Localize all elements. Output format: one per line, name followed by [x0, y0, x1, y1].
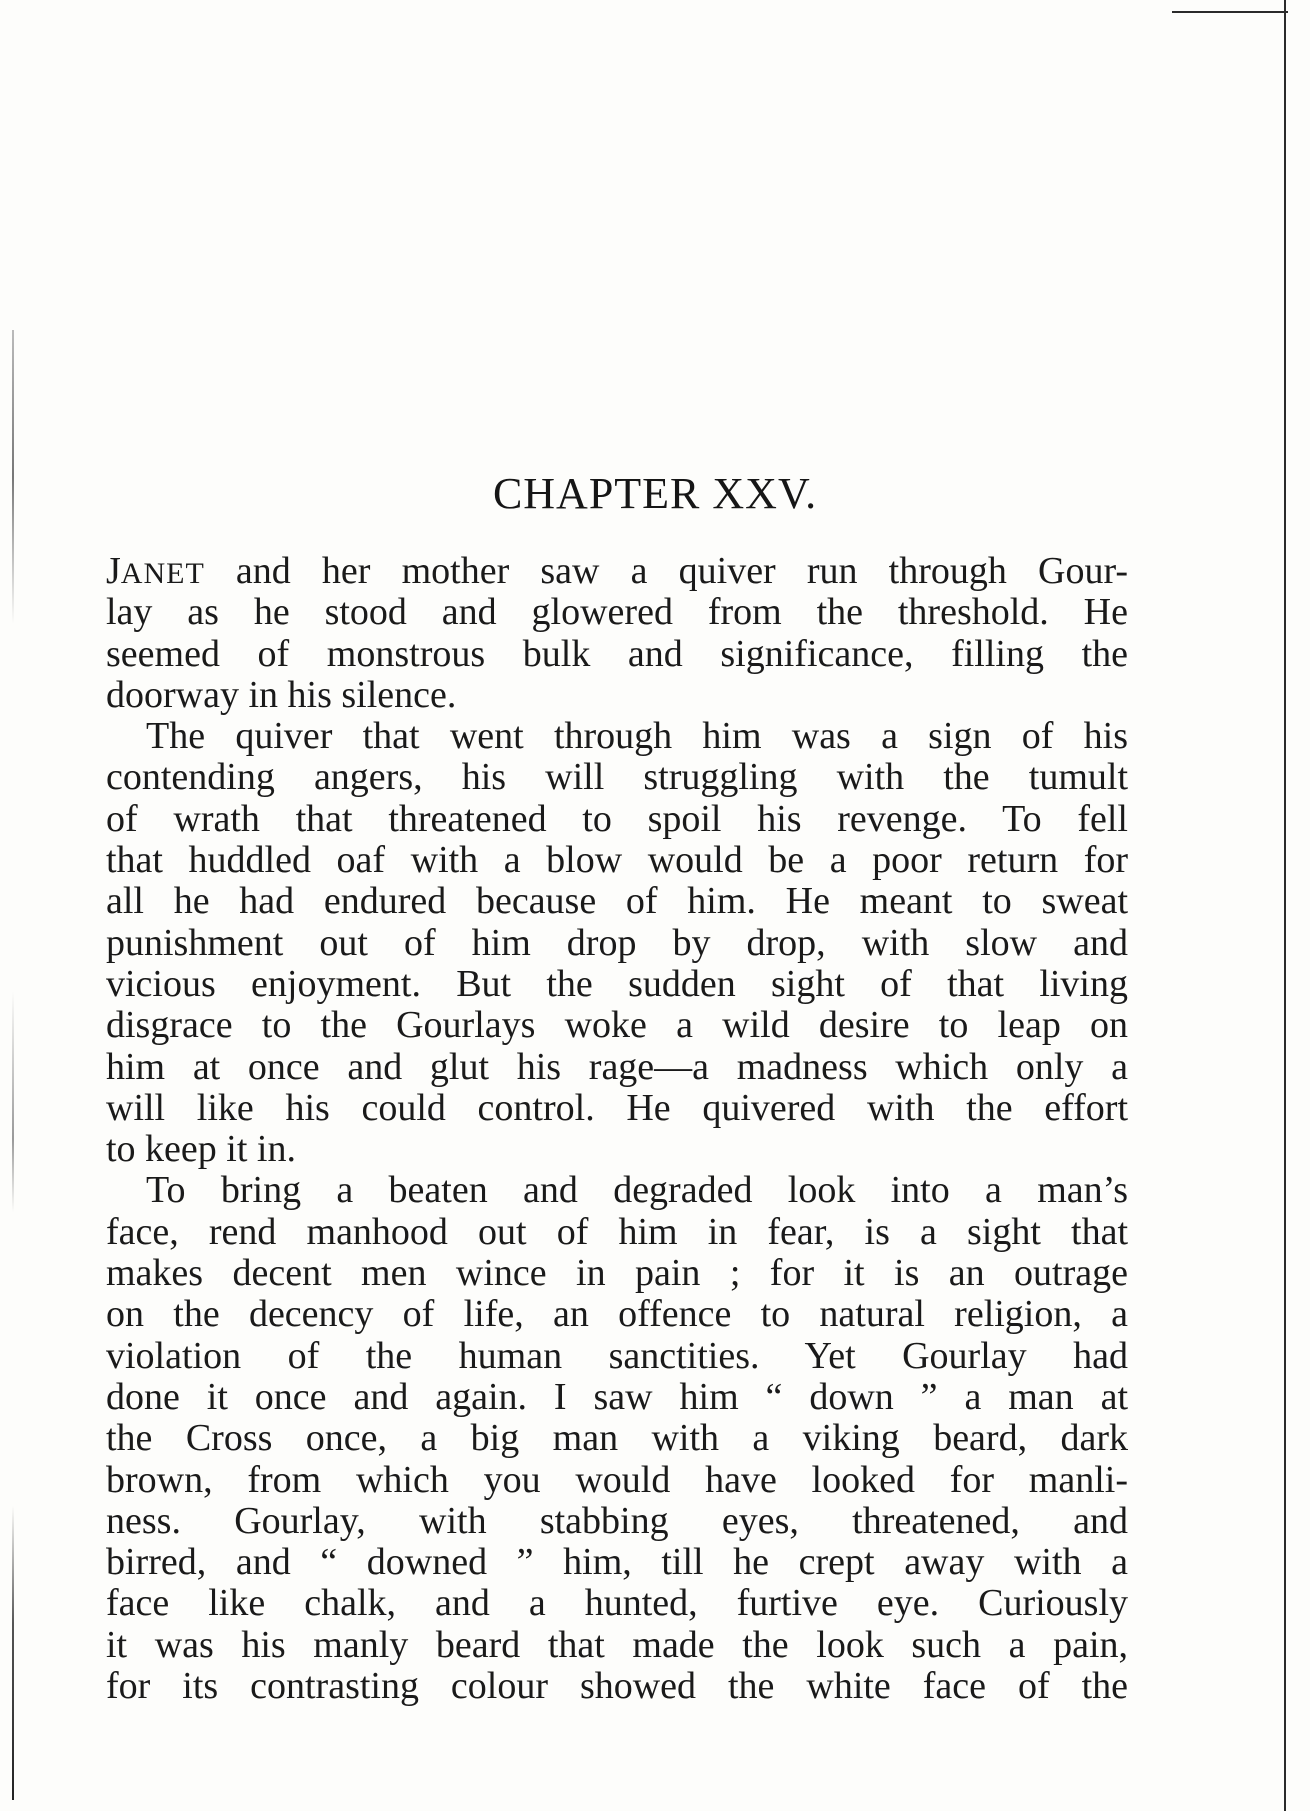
- text-line: violation of the human sanctities. Yet Gourlay had: [106, 1334, 1128, 1377]
- text-line: The quiver that went through him was a sign of his: [146, 715, 1128, 758]
- text-line: will like his could control. He quivered with the effort: [106, 1086, 1128, 1129]
- chapter-body-text: [106, 551, 1128, 1707]
- text-line: ness. Gourlay, with stabbing eyes, threatened, and: [106, 1499, 1128, 1542]
- text-line: disgrace to the Gourlays woke a wild desire to leap on: [106, 1004, 1128, 1047]
- text-line: that huddled oaf with a blow would be a poor return for: [106, 839, 1128, 882]
- text-line: lay as he stood and glowered from the threshold. He: [106, 591, 1128, 634]
- text-line: contending angers, his will struggling with the tumult: [106, 756, 1128, 799]
- drop-initial: J: [106, 550, 121, 592]
- small-caps-word: ANET: [120, 557, 205, 590]
- text-line: face like chalk, and a hunted, furtive eye. Curiously: [106, 1582, 1128, 1625]
- text-line: doorway in his silence.: [106, 673, 457, 716]
- text-line: to keep it in.: [106, 1128, 296, 1171]
- page-edge-left-shadow: [12, 330, 14, 1800]
- text-line: seemed of monstrous bulk and significance, filling the: [106, 632, 1128, 675]
- text-line: done it once and again. I saw him “ down ” a man at: [106, 1375, 1128, 1418]
- text-line: To bring a beaten and degraded look into a man’s: [146, 1169, 1128, 1212]
- text-line: vicious enjoyment. But the sudden sight of that living: [106, 962, 1128, 1005]
- page-edge-right-rule: [1284, 0, 1286, 1811]
- page-edge-top-rule: [1172, 11, 1288, 13]
- text-line: birred, and “ downed ” him, till he crept away with a: [106, 1541, 1128, 1584]
- text-line: brown, from which you would have looked for manli-: [106, 1458, 1128, 1501]
- text-line: him at once and glut his rage—a madness which only a: [106, 1045, 1128, 1088]
- text-line: of wrath that threatened to spoil his revenge. To fell: [106, 797, 1128, 840]
- text-line: for its contrasting colour showed the white face of the: [106, 1665, 1128, 1708]
- text-line: face, rend manhood out of him in fear, is a sight that: [106, 1210, 1128, 1253]
- text-line: all he had endured because of him. He meant to sweat: [106, 880, 1128, 923]
- chapter-heading: CHAPTER XXV.: [492, 469, 818, 518]
- text-line: it was his manly beard that made the look such a pain,: [106, 1623, 1128, 1666]
- text-line: JANET and her mother saw a quiver run through Gour-: [106, 550, 1128, 592]
- text-line: punishment out of him drop by drop, with slow and: [106, 921, 1128, 964]
- text-line: the Cross once, a big man with a viking beard, dark: [106, 1417, 1128, 1460]
- text-line: on the decency of life, an offence to natural religion, a: [106, 1293, 1128, 1336]
- text-line: makes decent men wince in pain ; for it is an outrage: [106, 1252, 1128, 1295]
